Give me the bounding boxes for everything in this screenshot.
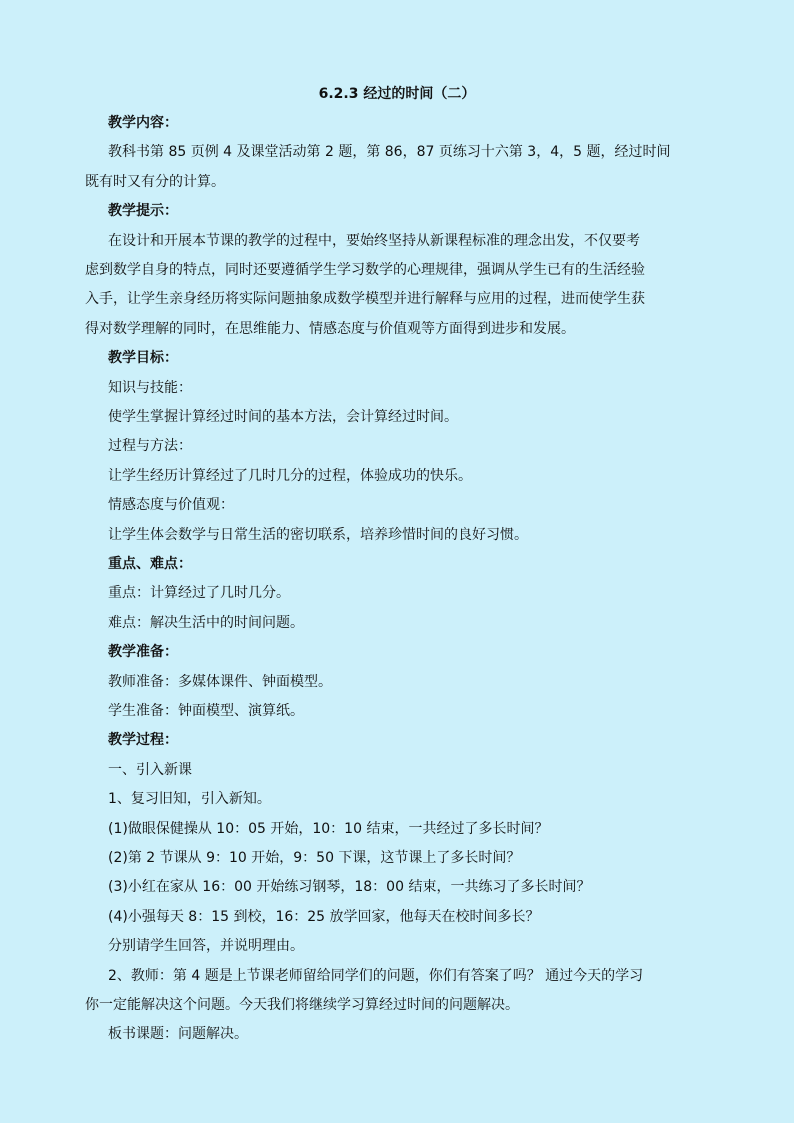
- section-heading: 教学提示：: [108, 203, 178, 220]
- text-line: 一、引入新课: [108, 761, 192, 778]
- text-line: 知识与技能：: [108, 379, 192, 396]
- section-heading: 教学内容：: [108, 115, 178, 131]
- document-title: 6.2.3 经过的时间（二）: [318, 86, 476, 102]
- section-heading: 教学准备：: [108, 644, 178, 661]
- text-line: 得对数学理解的同时，在思维能力、情感态度与价值观等方面得到进步和发展。: [85, 320, 575, 337]
- text-line: 在设计和开展本节课的教学的过程中，要始终坚持从新课程标准的理念出发，不仅要考: [108, 232, 640, 249]
- text-line: 教科书第 85 页例 4 及课堂活动第 2 题，第 86，87 页练习十六第 3，4，5 题，经过时间: [108, 144, 671, 161]
- text-line: (1)做眼保健操从 10：05 开始，10：10 结束，一共经过了多长时间？: [108, 820, 549, 837]
- section-heading: 教学目标：: [108, 350, 178, 367]
- text-line: 虑到数学自身的特点，同时还要遵循学生学习数学的心理规律，强调从学生已有的生活经验: [85, 262, 645, 278]
- text-line: (4)小强每天 8：15 到校，16：25 放学回家，他每天在校时间多长？: [108, 908, 540, 925]
- text-line: 学生准备：钟面模型、演算纸。: [108, 703, 304, 719]
- section-heading: 教学过程：: [108, 732, 178, 749]
- text-line: 让学生体会数学与日常生活的密切联系，培养珍惜时间的良好习惯。: [108, 526, 528, 543]
- text-line: 过程与方法：: [108, 438, 192, 455]
- text-line: (2)第 2 节课从 9：10 开始，9：50 下课，这节课上了多长时间？: [108, 850, 521, 866]
- text-line: 重点：计算经过了几时几分。: [108, 585, 290, 602]
- section-heading: 重点、难点：: [108, 556, 192, 572]
- text-line: 板书课题：问题解决。: [108, 1026, 248, 1043]
- text-line: 让学生经历计算经过了几时几分的过程，体验成功的快乐。: [108, 467, 472, 484]
- text-line: 教师准备：多媒体课件、钟面模型。: [108, 673, 332, 690]
- text-line: 1、复习旧知，引入新知。: [108, 791, 271, 808]
- text-line: 既有时又有分的计算。: [85, 173, 225, 190]
- text-line: 2、教师：第 4 题是上节课老师留给同学们的问题，你们有答案了吗？ 通过今天的学习: [108, 967, 644, 984]
- text-line: 入手，让学生亲身经历将实际问题抽象成数学模型并进行解释与应用的过程，进而使学生获: [85, 291, 645, 308]
- text-line: (3)小红在家从 16：00 开始练习钢琴，18：00 结束，一共练习了多长时间？: [108, 879, 591, 896]
- text-line: 你一定能解决这个问题。今天我们将继续学习算经过时间的问题解决。: [85, 997, 519, 1013]
- text-line: 使学生掌握计算经过时间的基本方法，会计算经过时间。: [108, 409, 458, 425]
- text-line: 情感态度与价值观：: [108, 497, 234, 514]
- text-line: 分别请学生回答，并说明理由。: [108, 938, 304, 955]
- text-line: 难点：解决生活中的时间问题。: [108, 614, 304, 631]
